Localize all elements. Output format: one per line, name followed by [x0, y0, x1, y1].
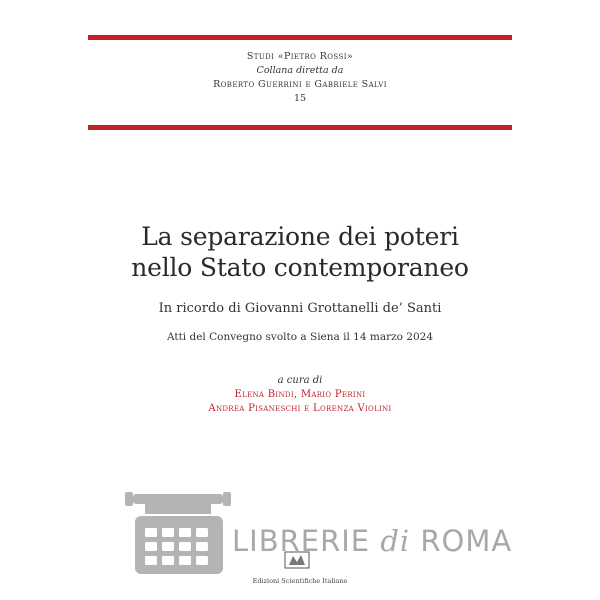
watermark-part3: ROMA [410, 524, 513, 558]
series-collana: Collana diretta da [256, 65, 344, 76]
book-subtitle: In ricordo di Giovanni Grottanelli de’ Santi [158, 301, 442, 316]
curators-line2: Andrea Pisaneschi e Lorenza Violini [208, 403, 392, 414]
series-number: 15 [293, 93, 307, 104]
series-name: Studi «Pietro Rossi» [246, 51, 354, 62]
book-title [60, 221, 540, 283]
book-atti: Atti del Convegno svolto a Siena il 14 marzo 2024 [166, 331, 434, 343]
a-cura-di-label: a cura di [277, 375, 323, 386]
publisher-logo-icon [283, 550, 311, 570]
series-block [88, 50, 512, 106]
curators-block [60, 374, 540, 416]
bottom-red-rule [88, 125, 512, 130]
watermark-part2: di [380, 524, 411, 558]
series-editors: Roberto Guerrini e Gabriele Salvi [213, 79, 387, 90]
top-red-rule [88, 35, 512, 40]
watermark-text [232, 524, 512, 558]
book-title-line2: nello Stato contemporaneo [131, 253, 469, 282]
book-title-line1: La separazione dei poteri [141, 222, 459, 251]
publisher-name: Edizioni Scientifiche Italiane [252, 577, 348, 585]
curators-line1: Elena Bindi, Mario Perini [234, 389, 366, 400]
watermark-part1: LIBRERIE [232, 524, 381, 558]
